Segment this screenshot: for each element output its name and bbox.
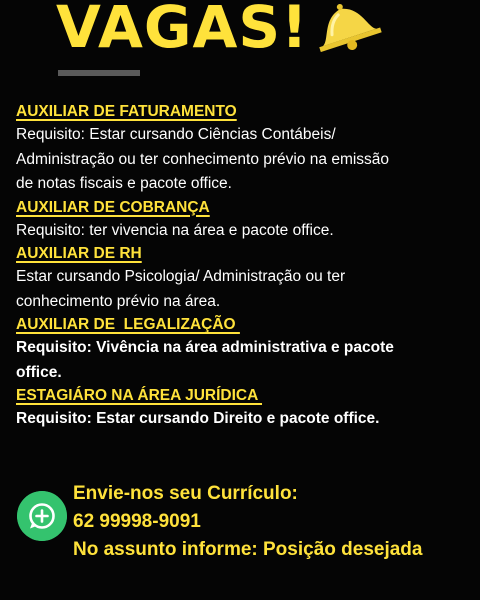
job-item — [16, 314, 468, 385]
job-requirement: Administração ou ter conhecimento prévio na emissão — [16, 150, 390, 168]
subject-instruction: No assunto informe: Posição desejada — [73, 539, 423, 560]
job-title: AUXILIAR DE COBRANÇA — [16, 198, 210, 216]
divider-bar — [58, 70, 140, 76]
job-requirement: Requisito: Vivência na área administrativa e pacote — [16, 339, 394, 356]
job-requirement: Estar cursando Psicologia/ Administração ou ter — [16, 268, 346, 285]
job-title: ESTAGIÁRO NA ÁREA JURÍDICA — [16, 387, 263, 404]
job-requirement: de notas fiscais e pacote office. — [16, 175, 232, 192]
contact-instruction: Envie-nos seu Currículo: — [73, 483, 298, 504]
job-list — [16, 101, 468, 432]
job-title: AUXILIAR DE RH — [16, 245, 142, 262]
job-item — [16, 385, 468, 432]
job-item — [16, 101, 468, 197]
job-title: AUXILIAR DE FATURAMENTO — [16, 103, 237, 120]
job-title: AUXILIAR DE LEGALIZAÇÃO — [16, 316, 240, 333]
phone-number[interactable]: 62 99998-9091 — [73, 511, 201, 532]
bell-icon — [304, 0, 388, 52]
job-requirement: Requisito: ter vivencia na área e pacote office. — [16, 221, 334, 239]
contact-block — [73, 480, 422, 564]
job-requirement: office. — [16, 363, 62, 381]
job-item — [16, 197, 468, 244]
job-requirement: Requisito: Estar cursando Direito e pacote office. — [16, 410, 380, 427]
job-item — [16, 243, 468, 314]
whatsapp-icon[interactable] — [17, 491, 67, 541]
job-requirement: Requisito: Estar cursando Ciências Contábeis/ — [16, 126, 336, 143]
headline: VAGAS! — [56, 0, 309, 61]
job-requirement: conhecimento prévio na área. — [16, 292, 221, 310]
